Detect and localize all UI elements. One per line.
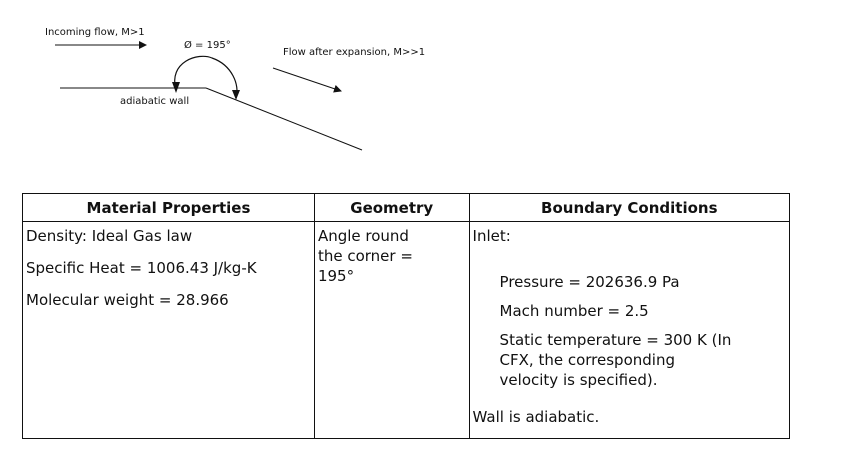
properties-table <box>22 193 790 439</box>
geometry-line-2: the corner = <box>317 247 413 265</box>
static-temp-line-1: Static temperature = 300 K (In <box>499 331 732 349</box>
header-boundary-conditions: Boundary Conditions <box>469 194 789 222</box>
static-temp-line-3: velocity is specified). <box>499 371 658 389</box>
material-properties-cell <box>23 222 315 439</box>
incoming-flow-label: Incoming flow, M>1 <box>45 27 145 38</box>
molecular-weight-text: Molecular weight = 28.966 <box>26 291 229 309</box>
table-header-row <box>23 194 790 222</box>
expansion-corner-diagram <box>0 0 858 190</box>
outgoing-flow-label: Flow after expansion, M>>1 <box>283 47 426 58</box>
geometry-line-3: 195° <box>317 267 355 285</box>
header-geometry: Geometry <box>314 194 469 222</box>
angle-label: Ø = 195° <box>184 40 231 51</box>
adiabatic-wall-label: adiabatic wall <box>120 96 190 107</box>
inlet-heading: Inlet: <box>472 227 511 245</box>
boundary-conditions-cell <box>469 222 789 439</box>
pressure-text: Pressure = 202636.9 Pa <box>499 273 680 291</box>
density-text: Density: Ideal Gas law <box>26 227 193 245</box>
geometry-line-1: Angle round <box>317 227 409 245</box>
specific-heat-text: Specific Heat = 1006.43 J/kg-K <box>26 259 257 277</box>
angle-arc <box>175 56 237 98</box>
mach-number-text: Mach number = 2.5 <box>499 302 649 320</box>
table-row <box>23 222 790 439</box>
header-material-properties: Material Properties <box>23 194 315 222</box>
static-temp-line-2: CFX, the corresponding <box>499 351 675 369</box>
wall-condition-text: Wall is adiabatic. <box>472 408 600 426</box>
downstream-wall-line <box>206 88 362 150</box>
outgoing-flow-arrow <box>273 68 341 91</box>
geometry-cell <box>314 222 469 439</box>
